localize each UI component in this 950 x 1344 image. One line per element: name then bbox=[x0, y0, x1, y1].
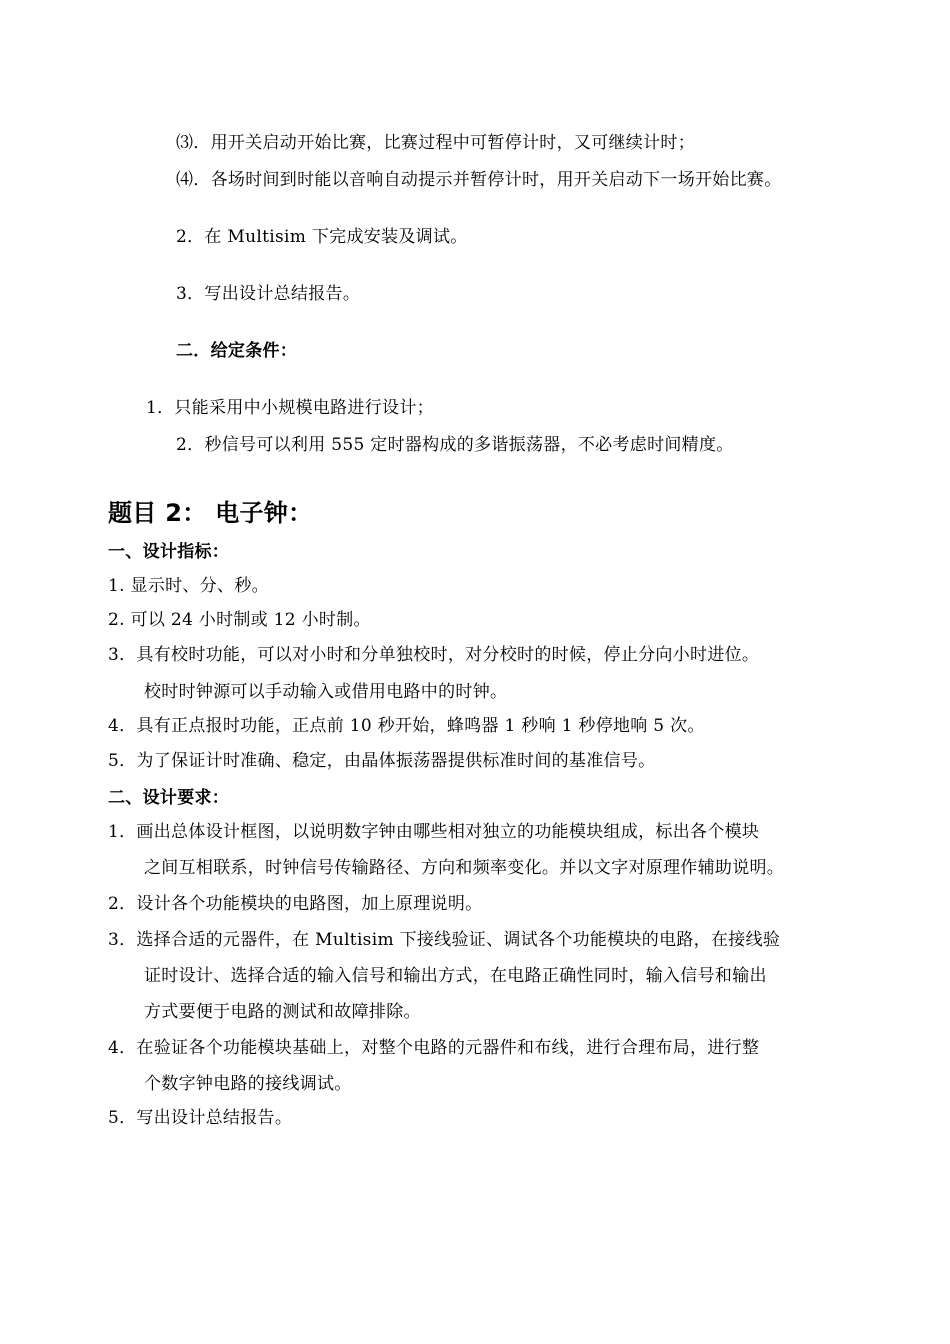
requirement-item-3: ⑶．用开关启动开始比赛，比赛过程中可暂停计时，又可继续计时； bbox=[176, 133, 695, 153]
design-requirement-continuation: 个数字钟电路的接线调试。 bbox=[144, 1074, 352, 1094]
requirement-3: 3．写出设计总结报告。 bbox=[176, 284, 361, 304]
spec-item: 5．为了保证计时准确、稳定，由晶体振荡器提供标准时间的基准信号。 bbox=[108, 751, 656, 771]
requirement-item-4: ⑷．各场时间到时能以音响自动提示并暂停计时，用开关启动下一场开始比赛。 bbox=[176, 170, 782, 190]
design-requirement-continuation: 之间互相联系，时钟信号传输路径、方向和频率变化。并以文字对原理作辅助说明。 bbox=[144, 858, 785, 878]
given-condition-2: 2．秒信号可以利用 555 定时器构成的多谐振荡器，不必考虑时间精度。 bbox=[176, 435, 734, 455]
requirement-2: 2．在 Multisim 下完成安装及调试。 bbox=[176, 227, 468, 247]
design-requirement: 4．在验证各个功能模块基础上，对整个电路的元器件和布线，进行合理布局，进行整 bbox=[108, 1038, 760, 1058]
given-condition-1: 1．只能采用中小规模电路进行设计； bbox=[146, 398, 434, 418]
design-requirement: 2．设计各个功能模块的电路图，加上原理说明。 bbox=[108, 894, 483, 914]
spec-item: 4．具有正点报时功能，正点前 10 秒开始，蜂鸣器 1 秒响 1 秒停地响 5 次。 bbox=[108, 716, 705, 736]
design-requirement: 1．画出总体设计框图，以说明数字钟由哪些相对独立的功能模块组成，标出各个模块 bbox=[108, 822, 760, 842]
spec-item-continuation: 校时时钟源可以手动输入或借用电路中的时钟。 bbox=[144, 682, 508, 702]
design-requirement: 5．写出设计总结报告。 bbox=[108, 1108, 293, 1128]
spec-item: 2. 可以 24 小时制或 12 小时制。 bbox=[108, 610, 371, 630]
spec-item: 1. 显示时、分、秒。 bbox=[108, 576, 269, 596]
design-requirement-continuation: 方式要便于电路的测试和故障排除。 bbox=[144, 1002, 421, 1022]
given-conditions-heading: 二．给定条件： bbox=[176, 341, 298, 361]
design-requirement: 3．选择合适的元器件，在 Multisim 下接线验证、调试各个功能模块的电路，在接线验 bbox=[108, 930, 781, 950]
design-requirement-continuation: 证时设计、选择合适的输入信号和输出方式，在电路正确性同时，输入信号和输出 bbox=[144, 966, 767, 986]
topic-2-title: 题目 2： 电子钟： bbox=[108, 499, 313, 527]
design-requirements-heading: 二、设计要求： bbox=[108, 788, 230, 808]
spec-heading: 一、设计指标： bbox=[108, 542, 230, 562]
spec-item: 3．具有校时功能，可以对小时和分单独校时，对分校时的时候，停止分向小时进位。 bbox=[108, 645, 760, 665]
